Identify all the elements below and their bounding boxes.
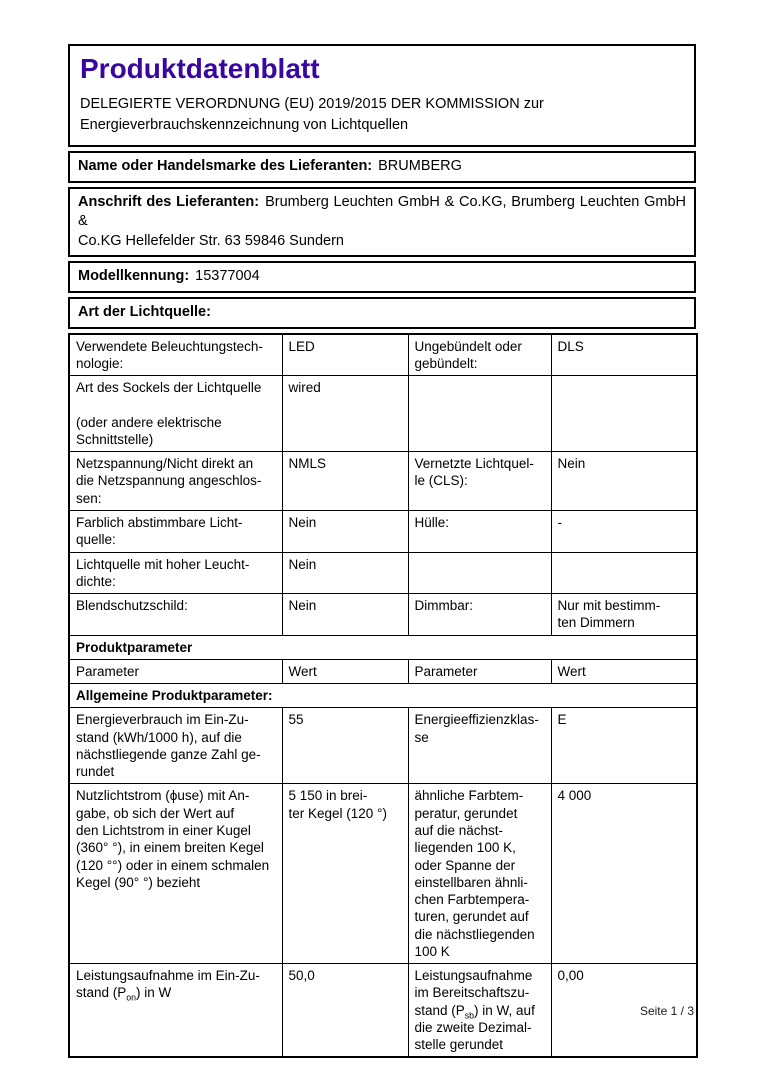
- parameter-value: wired: [282, 376, 408, 452]
- supplier-address-row: [68, 187, 696, 258]
- title-section: [68, 44, 696, 147]
- row-socket-type: [69, 376, 697, 452]
- col-header-parameter-2: Parameter: [408, 659, 551, 683]
- parameter-label: Hülle:: [408, 510, 551, 552]
- supplier-address-label: Anschrift des Lieferanten:: [78, 193, 260, 210]
- row-color-tunable: [69, 510, 697, 552]
- parameter-label: Energieverbrauch im Ein-Zu- stand (kWh/1000 h), auf die nächstliegende ganze Zahl ge- rundet: [69, 708, 282, 784]
- col-header-wert-1: Wert: [282, 659, 408, 683]
- product-parameters-header: Produktparameter: [69, 635, 697, 659]
- parameter-label: Ungebündelt oder gebündelt:: [408, 334, 551, 376]
- model-id-value: 15377004: [195, 268, 260, 285]
- light-source-section-header: Art der Lichtquelle:: [68, 297, 696, 329]
- supplier-address-value: Brumberg Leuchten GmbH & Co.KG, Brumberg Leuchten GmbH & Co.KG Hellefelder Str. 63 59846 Sundern: [78, 193, 686, 249]
- parameter-label: Farblich abstimmbare Licht- quelle:: [69, 510, 282, 552]
- row-energy-consumption: [69, 708, 697, 784]
- parameter-value: LED: [282, 334, 408, 376]
- model-id-label: Modellkennung:: [78, 268, 190, 285]
- parameter-value: [551, 552, 697, 594]
- parameter-label: Blendschutzschild:: [69, 594, 282, 636]
- parameter-value: Nein: [551, 452, 697, 511]
- parameter-label: Energieeffizienzklas- se: [408, 708, 551, 784]
- regulation-subtitle: DELEGIERTE VERORDNUNG (EU) 2019/2015 DER KOMMISSION zur Energieverbrauchskennzeichnung von Lichtquellen: [80, 96, 544, 134]
- parameter-value: -: [551, 510, 697, 552]
- col-header-wert-2: Wert: [551, 659, 697, 683]
- section-row-general-parameters: [69, 684, 697, 708]
- row-lighting-technology: [69, 334, 697, 376]
- parameter-value: DLS: [551, 334, 697, 376]
- parameter-label: Art des Sockels der Lichtquelle (oder andere elektrische Schnittstelle): [69, 376, 282, 452]
- row-high-luminance: [69, 552, 697, 594]
- parameter-value: Nur mit bestimm- ten Dimmern: [551, 594, 697, 636]
- supplier-name-row: [68, 151, 696, 183]
- column-header-row: [69, 659, 697, 683]
- parameter-label: Vernetzte Lichtquel- le (CLS):: [408, 452, 551, 511]
- parameter-value: Nein: [282, 510, 408, 552]
- general-parameters-header: Allgemeine Produktparameter:: [69, 684, 697, 708]
- parameter-value: 4 000: [551, 784, 697, 964]
- page-title: Produktdatenblatt: [80, 53, 320, 84]
- parameter-label: Dimmbar:: [408, 594, 551, 636]
- parameter-label: Leistungsaufnahme im Ein-Zu- stand $(P_{on})$ in W: [69, 964, 282, 1058]
- supplier-name-value: BRUMBERG: [378, 158, 462, 175]
- parameter-label: Netzspannung/Nicht direkt an die Netzspannung angeschlos- sen:: [69, 452, 282, 511]
- parameter-value: 5 150 in brei- ter Kegel (120 °): [282, 784, 408, 964]
- parameter-label: Nutzlichtstrom (ϕuse) mit An- gabe, ob sich der Wert auf den Lichtstrom in einer Kugel (360° °), in einem breiten Kegel (120 °°) oder in einem schmalen Kegel (90° °) bezieht: [69, 784, 282, 964]
- parameter-label: Leistungsaufnahme im Bereitschaftszu- stand $(P_{sb})$ in W, auf die zweite Dezimal- stelle gerundet: [408, 964, 551, 1058]
- row-luminous-flux: [69, 784, 697, 964]
- parameter-label: Lichtquelle mit hoher Leucht- dichte:: [69, 552, 282, 594]
- parameter-label: Verwendete Beleuchtungstech- nologie:: [69, 334, 282, 376]
- supplier-name-label: Name oder Handelsmarke des Lieferanten:: [78, 158, 373, 175]
- document-content: [68, 44, 696, 1058]
- parameter-value: E: [551, 708, 697, 784]
- col-header-parameter-1: Parameter: [69, 659, 282, 683]
- product-data-table: [68, 333, 698, 1059]
- parameter-value: 50,0: [282, 964, 408, 1058]
- parameter-value: Nein: [282, 552, 408, 594]
- parameter-value: NMLS: [282, 452, 408, 511]
- parameter-label: [408, 376, 551, 452]
- parameter-value: Nein: [282, 594, 408, 636]
- parameter-label: ähnliche Farbtem- peratur, gerundet auf die nächst- liegenden 100 K, oder Spanne der einstellbaren ähnli- chen Farbtempera- turen, gerundet auf die nächstliegenden 100 K: [408, 784, 551, 964]
- row-power-consumption: [69, 964, 697, 1058]
- row-mains-voltage: [69, 452, 697, 511]
- section-row-product-parameters: [69, 635, 697, 659]
- parameter-label: [408, 552, 551, 594]
- parameter-value: 0,00: [551, 964, 697, 1058]
- parameter-value: [551, 376, 697, 452]
- row-glare-shield: [69, 594, 697, 636]
- page-number: Seite 1 / 3: [639, 1004, 694, 1018]
- parameter-value: 55: [282, 708, 408, 784]
- model-id-row: [68, 261, 696, 293]
